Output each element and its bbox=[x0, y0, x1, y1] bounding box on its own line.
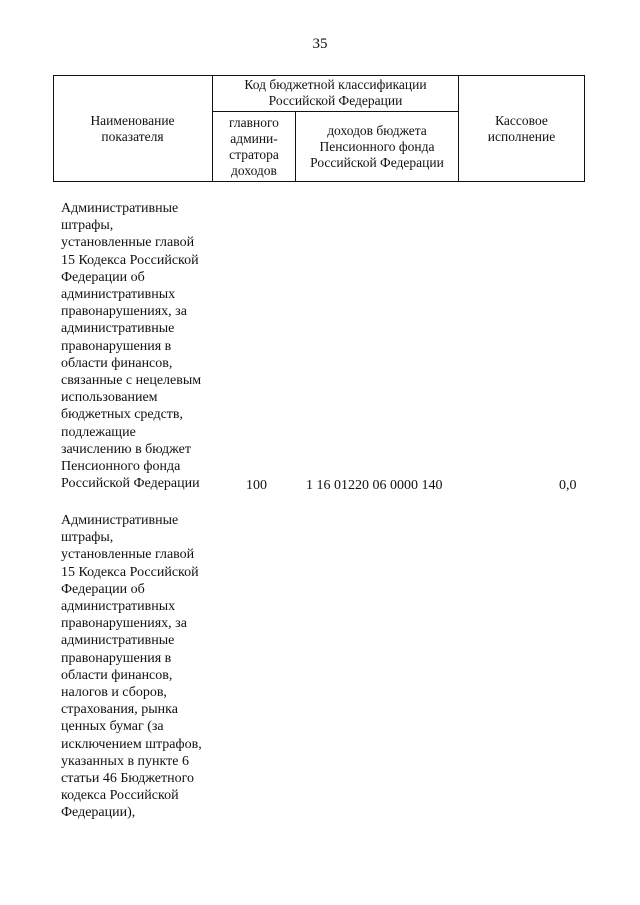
header-name-column: Наименование показателя bbox=[90, 112, 175, 144]
row-1-admin-code: 100 bbox=[246, 478, 267, 493]
header-execution-column: Кассовое исполнение bbox=[487, 112, 556, 144]
row-1-execution: 0,0 bbox=[559, 478, 577, 493]
header-code-group: Код бюджетной классификации Российской Федерации bbox=[244, 77, 427, 108]
header-right-border bbox=[584, 75, 585, 182]
row-1-name: Административные штрафы, установленные главой 15 Кодекса Российской Федерации об административных правонарушениях, за административные правонарушения в области финансов, связанные с нецелевым использованием бюджетных средств, подлежащие зачислению в бюджет Пенсионного фонда Российской Федерации bbox=[61, 201, 202, 492]
page-number: 35 bbox=[312, 36, 328, 52]
row-1-budget-code: 1 16 01220 06 0000 140 bbox=[306, 478, 443, 493]
row-2-name: Административные штрафы, установленные главой 15 Кодекса Российской Федерации об административных правонарушениях, за административные правонарушения в области финансов, налогов и сборов, страхования, рынка ценных бумаг (за исключением штрафов, указанных в пункте 6 статьи 46 Бюджетного кодекса Российской Федерации), bbox=[61, 513, 202, 821]
header-budget-column: доходов бюджета Пенсионного фонда Российской Федерации bbox=[310, 122, 444, 170]
table-header bbox=[53, 75, 585, 182]
header-admin-column: главного админи- стратора доходов bbox=[229, 114, 279, 178]
